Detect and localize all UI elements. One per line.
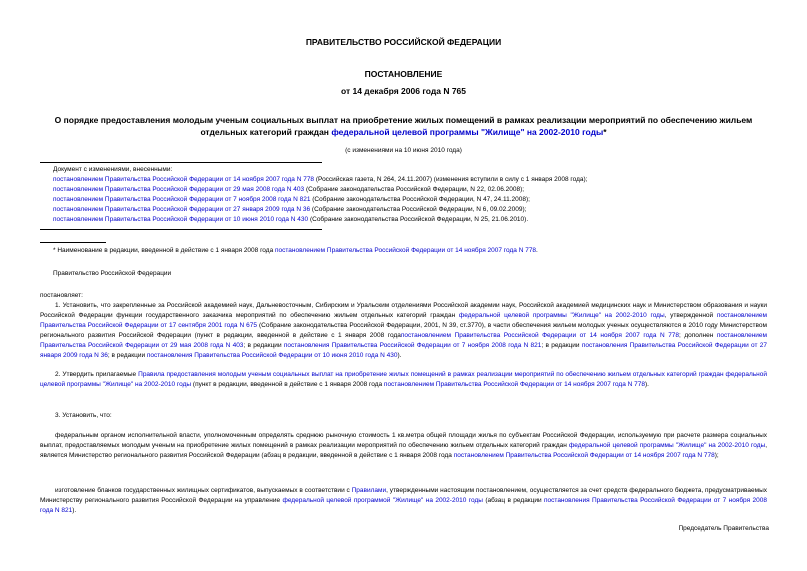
footnote-link[interactable]: постановлением Правительства Российской Федерации от 14 ноября 2007 года N 778 — [275, 247, 537, 254]
paragraph-5 — [40, 486, 767, 516]
p5-text-d: ). — [72, 507, 77, 514]
doc-date-heading: от 14 декабря 2006 года N 765 — [340, 86, 467, 96]
doc-title-text: О порядке предоставления молодым ученым социальных выплат на приобретение жилых помещений в рамках реализации мероприятий по обеспечению жильем отдельных категорий граждан — [54, 115, 753, 137]
p1-text-h: ). — [397, 352, 402, 359]
p1-text-f: ; в редакции — [541, 342, 582, 349]
amendment-link[interactable]: постановлением Правительства Российской Федерации от 14 ноября 2007 года N 778 — [53, 176, 315, 183]
amendment-link[interactable]: постановлением Правительства Российской Федерации от 10 июня 2010 года N 430 — [53, 216, 309, 223]
amendments-bottom-divider — [40, 229, 322, 230]
amendment-item — [53, 215, 773, 225]
p5-text-b: , утвержденными настоящим постановлением, осуществляется за счет средств федерального бюджета, предусматриваемых Министерству регионального развития Российской Федерации на управление — [40, 487, 767, 504]
amendment-source: (Собрание законодательства Российской Федерации, N 25, 21.06.2010). — [308, 216, 529, 223]
footnote-divider — [40, 242, 106, 243]
amendment-item — [53, 185, 773, 195]
doc-title-link[interactable]: федеральной целевой программы "Жилище" на 2002-2010 годы — [331, 127, 604, 137]
amendment-link[interactable]: постановлением Правительства Российской Федерации от 7 ноября 2008 года N 821 — [53, 196, 311, 203]
p4-text-a: федеральным органом исполнительной власти, уполномоченным определять среднюю рыночную стоимость 1 кв.метра общей площади жилья по субъектам Российской Федерации, используемую при расчете размера социальных выплат, предоставляемых молодым ученым на приобретение жилых помещений в рамках реализации мероприятий по обеспечению жильем отдельных категорий граждан — [40, 432, 767, 449]
amendment-source: (Собрание законодательства Российской Федерации, N 6, 09.02.2009); — [310, 206, 527, 213]
p5-link-rules[interactable]: Правилами — [351, 487, 387, 494]
amendment-source: (Собрание законодательства Российской Федерации, N 47, 24.11.2008); — [310, 196, 530, 203]
p1-text-e: ; в редакции — [243, 342, 284, 349]
p1-link-675[interactable]: постановлением Правительства Российской Федерации от 17 сентября 2001 года N 675 — [40, 312, 767, 329]
doc-title — [40, 114, 767, 138]
p1-link-778[interactable]: постановлением Правительства Российской Федерации от 14 ноября 2007 года N 778 — [400, 332, 680, 339]
paragraph-4 — [40, 431, 767, 461]
amendment-link[interactable]: постановлением Правительства Российской Федерации от 27 января 2009 года N 36 — [53, 206, 311, 213]
p5-link-program[interactable]: федеральной целевой программой "Жилище" на 2002-2010 годы — [282, 497, 483, 504]
p5-text-c: (абзац в редакции — [482, 497, 545, 504]
p2-text-c: ). — [644, 381, 649, 388]
p3-text: 3. Установить, что: — [55, 412, 112, 419]
footnote — [53, 246, 773, 256]
p1-text-g: ; в редакции — [107, 352, 147, 359]
amendment-link[interactable]: постановлением Правительства Российской Федерации от 29 мая 2008 года N 403 — [53, 186, 305, 193]
p2-link-rules[interactable]: Правила предоставления молодым ученым социальных выплат на приобретение жилых помещений в рамках реализации мероприятий по обеспечению жильем отдельных категорий граждан федеральной целевой программы "Жилище" на 2002-2010 годы — [40, 371, 767, 388]
signature: Председатель Правительства — [678, 525, 769, 532]
p2-link-778[interactable]: постановлением Правительства Российской Федерации от 14 ноября 2007 года N 778 — [383, 381, 645, 388]
p5-text-a: изготовление бланков государственных жилищных сертификатов, выпускаемых в соответствии с — [55, 487, 352, 494]
p5-link-821[interactable]: постановления Правительства Российской Федерации от 7 ноября 2008 года N 821 — [40, 497, 767, 514]
p4-link-program[interactable]: федеральной целевой программы "Жилище" на 2002-2010 годы — [568, 442, 766, 449]
government-heading: ПРАВИТЕЛЬСТВО РОССИЙСКОЙ ФЕДЕРАЦИИ — [305, 37, 502, 47]
p1-text-d: ; дополнен — [679, 332, 717, 339]
amendment-item — [53, 195, 773, 205]
amendments-top-divider — [40, 162, 322, 163]
p1-text-b: , утвержденной — [664, 312, 717, 319]
p1-link-430[interactable]: постановления Правительства Российской Федерации от 10 июня 2010 года N 430 — [146, 352, 398, 359]
footnote-end: . — [536, 247, 538, 254]
p1-text-c: (Собрание законодательства Российской Федерации, 2001, N 39, ст.3770), в части обеспечения жильем молодых ученых осуществляются в 2010 году Министерством регионального развития Российской Федерации (пункт в редакции, введенной в действие с 1 января 2008 года — [40, 322, 767, 339]
p1-link-36[interactable]: постановления Правительства Российской Федерации от 27 января 2009 года N 36 — [40, 342, 767, 359]
amendment-item — [53, 205, 773, 215]
p2-text-b: (пункт в редакции, введенной в действие с 1 января 2008 года — [191, 381, 384, 388]
doc-type-heading: ПОСТАНОВЛЕНИЕ — [364, 69, 443, 79]
amendment-item — [53, 175, 773, 185]
p1-link-821[interactable]: постановления Правительства Российской Федерации от 7 ноября 2008 года N 821 — [283, 342, 542, 349]
p4-text-b: , является Министерство регионального развития Российской Федерации (абзац в редакции, введенной в действие с 1 января 2008 года — [40, 442, 767, 459]
p1-link-403[interactable]: постановлением Правительства Российской Федерации от 29 мая 2008 года N 403 — [40, 332, 767, 349]
amendments-intro: Документ с изменениями, внесенными: — [53, 166, 173, 173]
p1-text-a: 1. Установить, что закрепленные за Российской академией наук, Дальневосточным, Сибирским и Уральским отделениями Российской академии наук, Российской академией медицинских наук и Министерством образования и науки Российской Федерации функции государственного заказчика мероприятий по обеспечению жильем отдельных категорий граждан — [40, 302, 767, 319]
amendment-source: (Российская газета, N 264, 24.11.2007) (изменения вступили в силу с 1 января 2008 года); — [314, 176, 588, 183]
p4-text-c: ); — [714, 452, 719, 459]
footnote-text: * Наименование в редакции, введенной в действие с 1 января 2008 года — [53, 247, 275, 254]
p4-link-778[interactable]: постановлением Правительства Российской Федерации от 14 ноября 2007 года N 778 — [453, 452, 715, 459]
government-line: Правительство Российской Федерации — [53, 270, 172, 277]
p2-text-a: 2. Утвердить прилагаемые — [55, 371, 139, 378]
paragraph-3 — [40, 411, 767, 421]
amendment-source: (Собрание законодательства Российской Федерации, N 22, 02.06.2008); — [304, 186, 525, 193]
p1-link-program[interactable]: федеральной целевой программы "Жилище" на 2002-2010 годы — [458, 312, 665, 319]
paragraph-1 — [40, 301, 767, 361]
changes-note: (с изменениями на 10 июня 2010 года) — [345, 147, 462, 154]
decides-line: постановляет: — [40, 292, 83, 299]
doc-title-star: * — [603, 127, 607, 137]
paragraph-2 — [40, 370, 767, 390]
amendments-list — [53, 165, 773, 225]
